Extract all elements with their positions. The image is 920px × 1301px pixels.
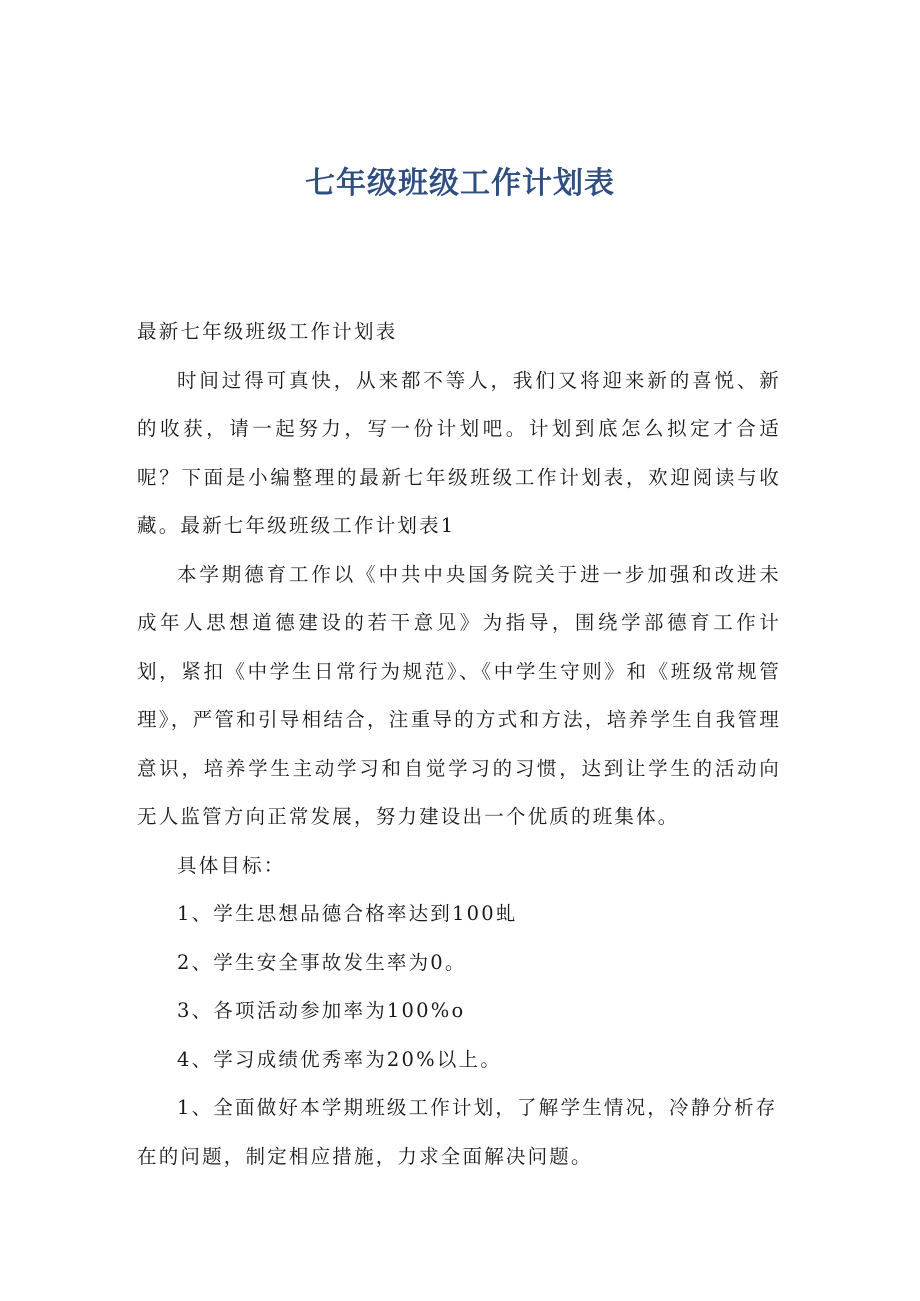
goal-item: 4、学习成绩优秀率为20%以上。 bbox=[177, 1047, 502, 1071]
intro-paragraph: 时间过得可真快，从来都不等人，我们又将迎来新的喜悦、新的收获，请一起努力，写一份计划吧。计划到底怎么拟定才合适呢？下面是小编整理的最新七年级班级工作计划表，欢迎阅读与收藏。最新七年级班级工作计划表1 bbox=[137, 368, 781, 537]
measure-line: 1、全面做好本学期班级工作计划，了解学生情况，冷静分析存 bbox=[177, 1096, 778, 1119]
document-subtitle: 最新七年级班级工作计划表 bbox=[137, 320, 398, 343]
document-title: 七年级班级工作计划表 bbox=[305, 166, 615, 201]
document-body bbox=[137, 308, 781, 1181]
measure-line-continued: 在的问题，制定相应措施，力求全面解决问题。 bbox=[137, 1144, 593, 1168]
goal-item: 1、学生思想品德合格率达到100虬 bbox=[177, 902, 518, 925]
goals-heading: 具体目标： bbox=[177, 853, 286, 877]
main-paragraph: 本学期德育工作以《中共中央国务院关于进一步加强和改进未成年人思想道德建设的若干意见》为指导，围绕学部德育工作计划，紧扣《中学生日常行为规范》、《中学生守则》和《班级常规管理》，严管和引导相结合，注重导的方式和方法，培养学生自我管理意识，培养学生主动学习和自觉学习的习惯，达到让学生的活动向无人监管方向正常发展，努力建设出一个优质的班集体。 bbox=[137, 562, 781, 828]
goal-item: 3、各项活动参加率为100%o bbox=[177, 999, 466, 1022]
goal-item: 2、学生安全事故发生率为0。 bbox=[177, 950, 467, 974]
